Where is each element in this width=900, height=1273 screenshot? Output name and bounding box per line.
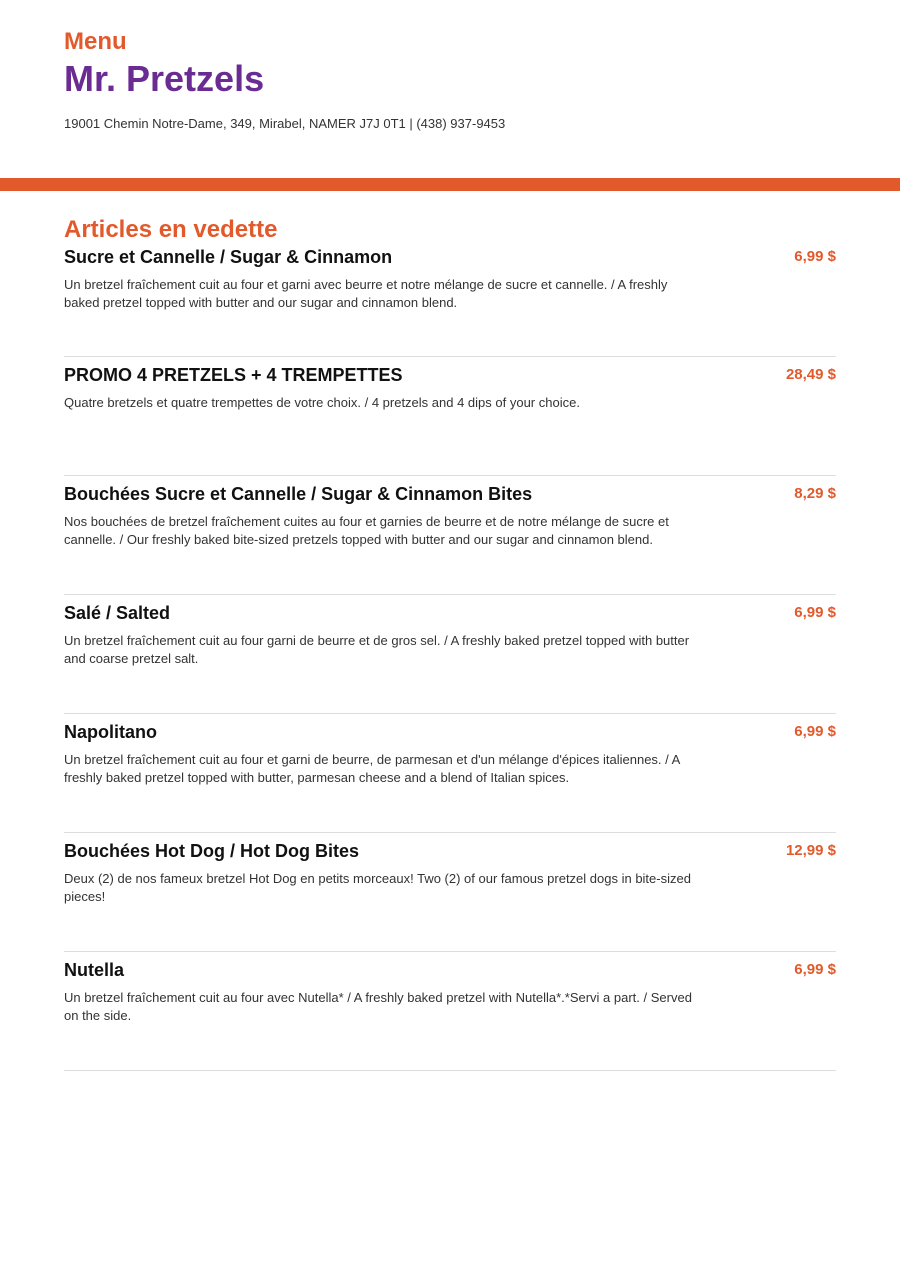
menu-item-body <box>64 840 836 906</box>
menu-item-price: 6,99 $ <box>794 604 836 621</box>
menu-item-description: Un bretzel fraîchement cuit au four et garni avec beurre et notre mélange de sucre et cannelle. / A freshly baked pretzel topped with butter and our sugar and cinnamon blend. <box>64 277 668 310</box>
menu-item[interactable] <box>64 476 836 595</box>
menu-item[interactable] <box>64 952 836 1071</box>
menu-item-price: 6,99 $ <box>794 248 836 265</box>
menu-item-body <box>64 364 836 412</box>
menu-item-name: Sucre et Cannelle / Sugar & Cinnamon <box>64 247 393 267</box>
menu-header <box>0 0 900 150</box>
menu-item-price: 6,99 $ <box>794 723 836 740</box>
menu-item-price: 12,99 $ <box>785 842 836 859</box>
menu-item-name: Salé / Salted <box>64 603 171 623</box>
menu-item-body <box>64 246 836 312</box>
menu-item-name: Napolitano <box>64 722 157 742</box>
menu-item-description: Un bretzel fraîchement cuit au four et garni de beurre, de parmesan et d'un mélange d'épices italiennes. / A freshly baked pretzel topped with butter, parmesan cheese and a blend of Italian spices. <box>64 752 680 785</box>
menu-item[interactable] <box>64 246 836 357</box>
menu-item-name: Nutella <box>64 960 125 980</box>
menu-item-price: 28,49 $ <box>785 366 836 383</box>
menu-item-name: PROMO 4 PRETZELS + 4 TREMPETTES <box>64 365 403 385</box>
menu-item-description: Quatre bretzels et quatre trempettes de votre choix. / 4 pretzels and 4 dips of your choice. <box>64 395 580 410</box>
menu-item-name: Bouchées Hot Dog / Hot Dog Bites <box>64 841 360 861</box>
menu-item-description: Deux (2) de nos fameux bretzel Hot Dog en petits morceaux! Two (2) of our famous pretzel dogs in bite-sized pieces! <box>64 871 691 904</box>
menu-item-body <box>64 721 836 787</box>
menu-item-list <box>64 246 836 1071</box>
menu-label: Menu <box>64 28 127 55</box>
menu-item-price: 8,29 $ <box>794 485 836 502</box>
menu-item[interactable] <box>64 833 836 952</box>
menu-item-body <box>64 483 836 549</box>
menu-item-description: Un bretzel fraîchement cuit au four avec Nutella* / A freshly baked pretzel with Nutella*.*Servi a part. / Served on the side. <box>64 990 692 1023</box>
menu-item-description: Nos bouchées de bretzel fraîchement cuites au four et garnies de beurre et de notre mélange de sucre et cannelle. / Our freshly baked bite-sized pretzels topped with butter and our sugar and cinnamon blend. <box>64 514 669 547</box>
menu-item-description: Un bretzel fraîchement cuit au four garni de beurre et de gros sel. / A freshly baked pretzel topped with butter and coarse pretzel salt. <box>64 633 690 666</box>
menu-item-price: 6,99 $ <box>794 961 836 978</box>
menu-item-body <box>64 959 836 1025</box>
menu-item[interactable] <box>64 357 836 476</box>
restaurant-name: Mr. Pretzels <box>64 58 265 99</box>
menu-item-body <box>64 602 836 668</box>
section-title: Articles en vedette <box>64 216 278 243</box>
menu-item[interactable] <box>64 595 836 714</box>
menu-content <box>64 214 836 1071</box>
menu-item[interactable] <box>64 714 836 833</box>
accent-divider-bar <box>0 178 900 191</box>
restaurant-address: 19001 Chemin Notre-Dame, 349, Mirabel, NAMER J7J 0T1 | (438) 937-9453 <box>64 116 506 131</box>
menu-item-name: Bouchées Sucre et Cannelle / Sugar & Cinnamon Bites <box>64 484 533 504</box>
